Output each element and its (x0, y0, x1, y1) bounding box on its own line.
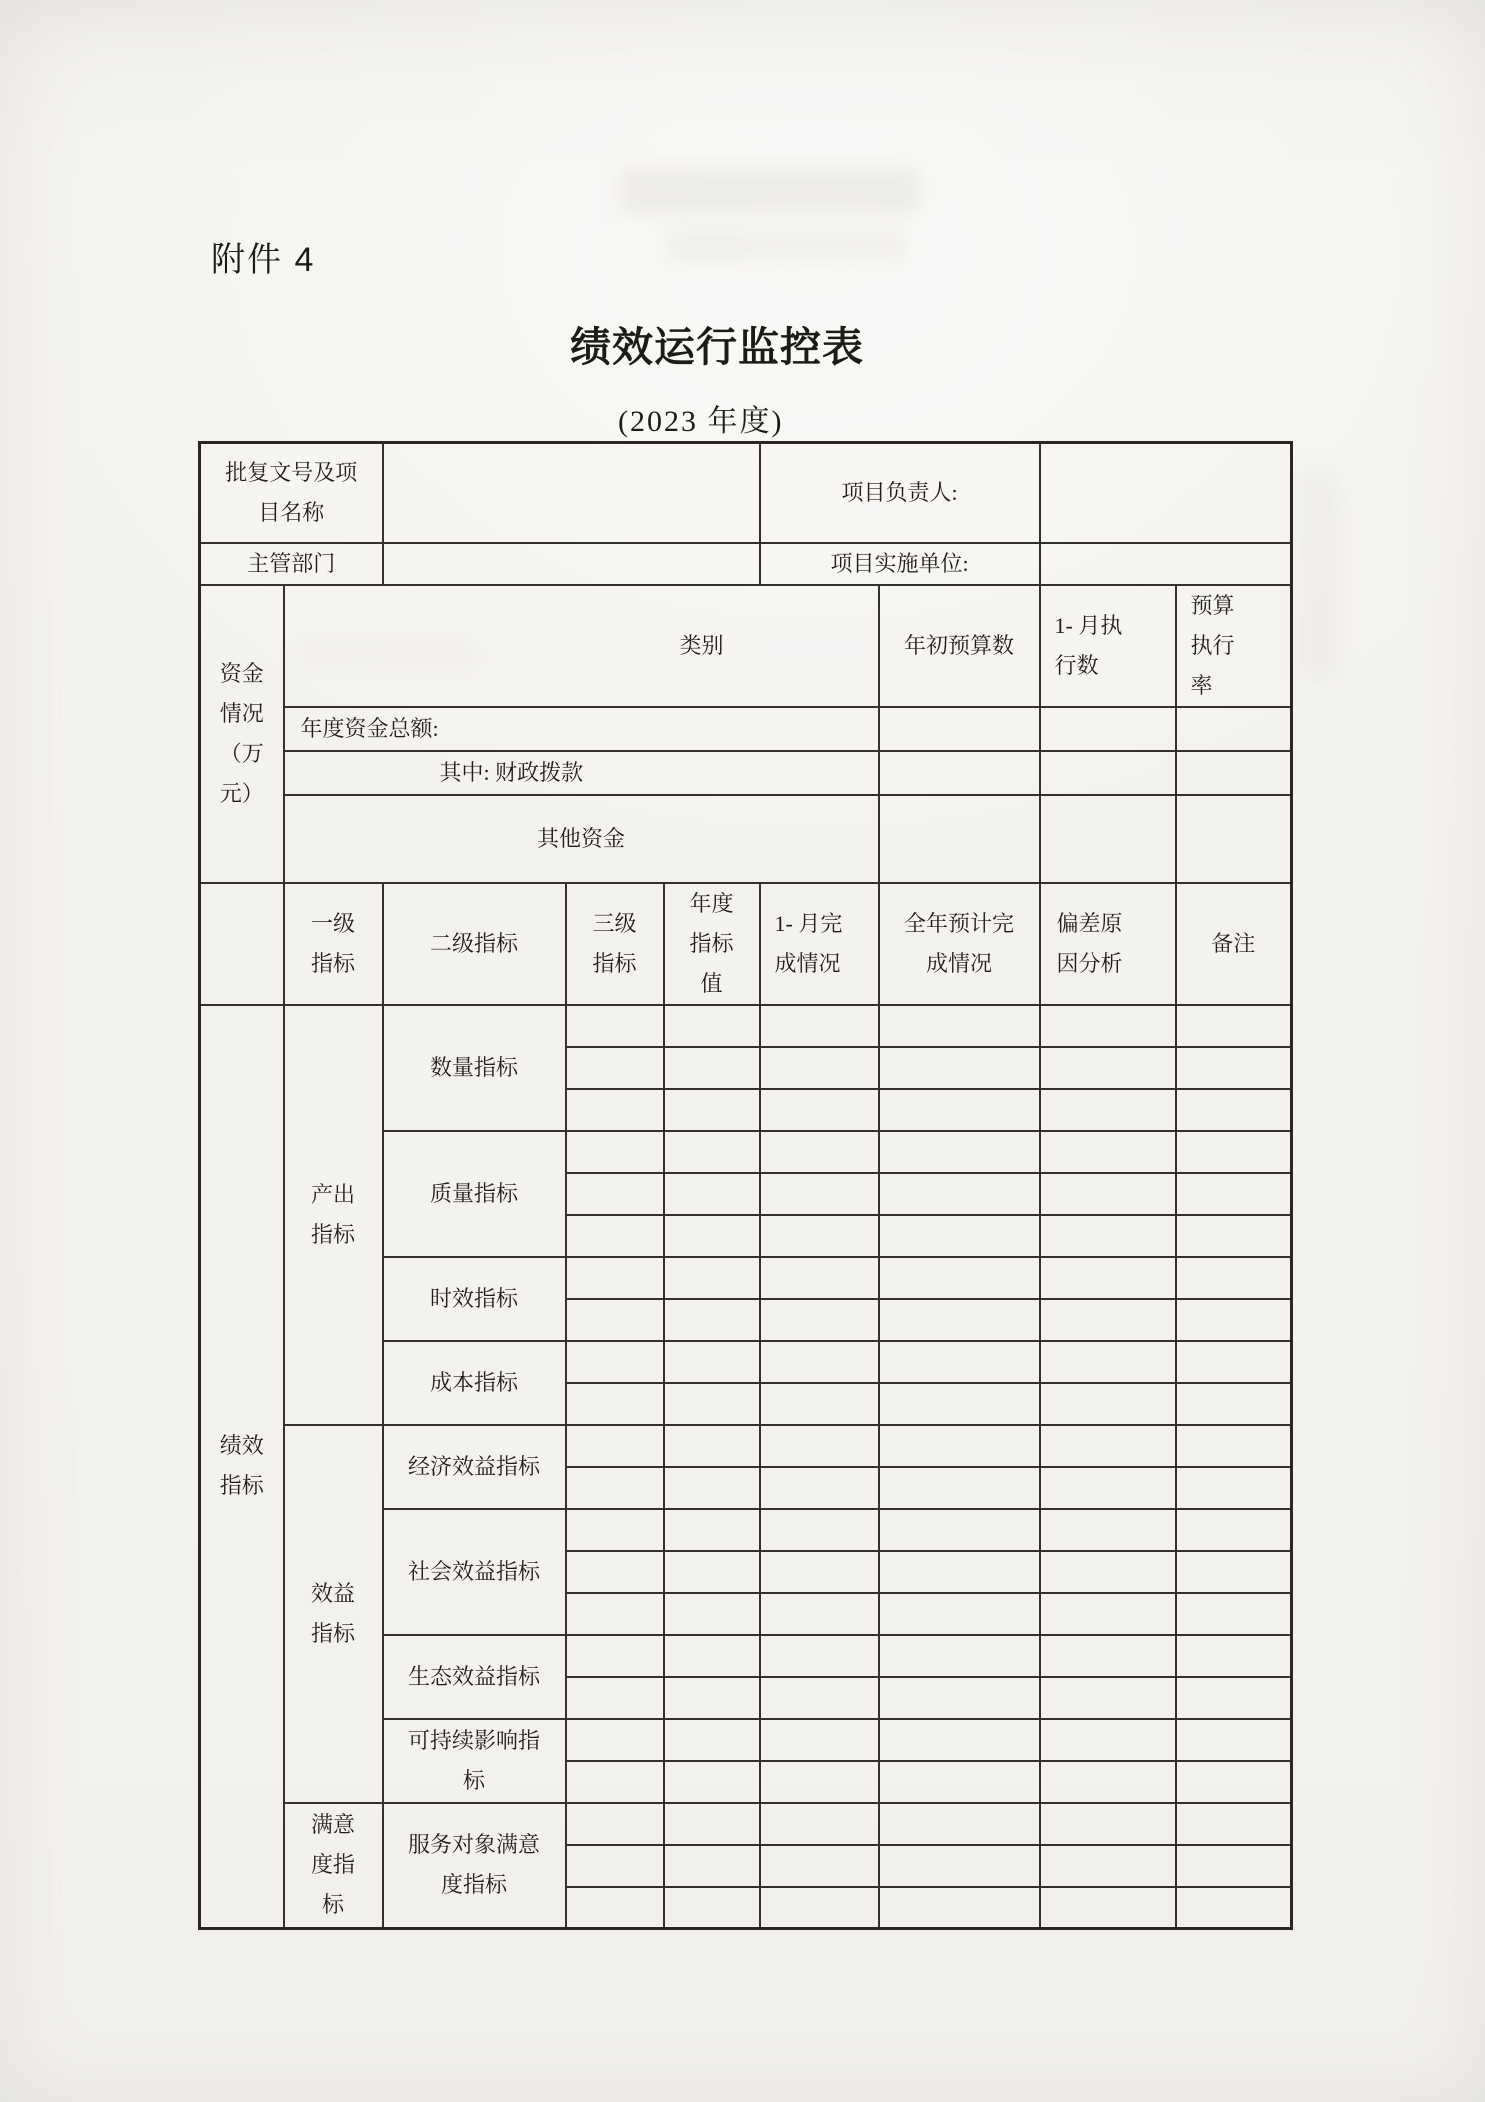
funding-total-rate-cell (1176, 707, 1292, 751)
grid-cell (1040, 1173, 1176, 1215)
grid-cell (664, 1719, 760, 1761)
grid-cell (1040, 1005, 1176, 1047)
grid-cell (1040, 1131, 1176, 1173)
funding-row-fiscal (200, 751, 1292, 795)
level2-ecological-label: 生态效益指标 (383, 1635, 566, 1719)
grid-cell (1040, 1425, 1176, 1467)
grid-cell (566, 1047, 664, 1089)
grid-cell (664, 1593, 760, 1635)
col-year-target: 年度指标值 (664, 883, 760, 1005)
indicator-row (200, 1425, 1292, 1467)
grid-cell (760, 1509, 879, 1551)
grid-cell (879, 1719, 1040, 1761)
grid-cell (664, 1509, 760, 1551)
grid-cell (566, 1509, 664, 1551)
scan-smudge (1296, 470, 1340, 680)
info-row-department (200, 543, 1292, 585)
col-year-forecast: 全年预计完成情况 (879, 883, 1040, 1005)
grid-cell (760, 1299, 879, 1341)
col-deviation-analysis: 偏差原因分析 (1040, 883, 1176, 1005)
grid-cell (760, 1341, 879, 1383)
grid-cell (760, 1257, 879, 1299)
approval-number-value-cell (383, 443, 760, 543)
document-subtitle: (2023 年度) (618, 405, 784, 438)
grid-cell (664, 1173, 760, 1215)
grid-cell (664, 1299, 760, 1341)
level2-social-label: 社会效益指标 (383, 1509, 566, 1635)
grid-cell (664, 1257, 760, 1299)
level2-timeliness-label: 时效指标 (383, 1257, 566, 1341)
grid-cell (1176, 1761, 1292, 1803)
grid-cell (566, 1005, 664, 1047)
grid-cell (760, 1215, 879, 1257)
grid-cell (1040, 1803, 1176, 1845)
grid-cell (1040, 1593, 1176, 1635)
grid-cell (566, 1803, 664, 1845)
approval-number-label-cell: 批复文号及项目名称 (200, 443, 383, 543)
funding-other-budget-cell (879, 795, 1040, 883)
grid-cell (879, 1089, 1040, 1131)
funding-other-execution-cell (1040, 795, 1176, 883)
project-manager-label-cell: 项目负责人: (760, 443, 1040, 543)
grid-cell (1176, 1257, 1292, 1299)
project-manager-value-cell (1040, 443, 1292, 543)
info-row-approval (200, 443, 1292, 543)
grid-cell (1040, 1551, 1176, 1593)
grid-cell (664, 1677, 760, 1719)
grid-cell (879, 1845, 1040, 1887)
grid-cell (1040, 1719, 1176, 1761)
grid-cell (760, 1047, 879, 1089)
ink-bleedthrough-mark (665, 228, 905, 262)
grid-cell (1176, 1005, 1292, 1047)
grid-cell (760, 1677, 879, 1719)
funding-total-execution-cell (1040, 707, 1176, 751)
grid-cell (760, 1383, 879, 1425)
grid-cell (1040, 1257, 1176, 1299)
grid-cell (879, 1593, 1040, 1635)
funding-total-budget-cell (879, 707, 1040, 751)
funding-section-label: 资金情况（万元） (200, 585, 284, 883)
grid-cell (879, 1005, 1040, 1047)
funding-header-row (200, 585, 1292, 707)
level1-output-label: 产出指标 (284, 1005, 383, 1425)
grid-cell (760, 1635, 879, 1677)
grid-cell (879, 1761, 1040, 1803)
grid-cell (566, 1257, 664, 1299)
grid-cell (760, 1005, 879, 1047)
col-month-completion: 1- 月完成情况 (760, 883, 879, 1005)
document-title: 绩效运行监控表 (570, 324, 864, 370)
grid-cell (664, 1005, 760, 1047)
grid-cell (566, 1425, 664, 1467)
grid-cell (566, 1383, 664, 1425)
grid-cell (566, 1719, 664, 1761)
funding-other-label: 其他资金 (284, 795, 879, 883)
funding-col-budget: 年初预算数 (879, 585, 1040, 707)
grid-cell (879, 1425, 1040, 1467)
grid-cell (1176, 1551, 1292, 1593)
grid-cell (760, 1593, 879, 1635)
grid-cell (1176, 1593, 1292, 1635)
grid-cell (1176, 1845, 1292, 1887)
grid-cell (760, 1425, 879, 1467)
grid-cell (566, 1131, 664, 1173)
grid-cell (566, 1761, 664, 1803)
grid-cell (879, 1635, 1040, 1677)
grid-cell (1176, 1173, 1292, 1215)
funding-fiscal-label: 其中: 财政拨款 (284, 751, 879, 795)
grid-cell (664, 1803, 760, 1845)
funding-row-total (200, 707, 1292, 751)
funding-fiscal-rate-cell (1176, 751, 1292, 795)
grid-cell (879, 1257, 1040, 1299)
grid-cell (566, 1173, 664, 1215)
grid-cell (566, 1215, 664, 1257)
grid-cell (664, 1761, 760, 1803)
grid-cell (879, 1803, 1040, 1845)
grid-cell (566, 1299, 664, 1341)
grid-cell (1176, 1887, 1292, 1929)
grid-cell (879, 1173, 1040, 1215)
grid-cell (664, 1383, 760, 1425)
grid-cell (664, 1047, 760, 1089)
grid-cell (1176, 1383, 1292, 1425)
level1-satisfaction-label: 满意度指标 (284, 1803, 383, 1929)
grid-cell (664, 1551, 760, 1593)
grid-cell (1176, 1131, 1292, 1173)
grid-cell (664, 1635, 760, 1677)
grid-cell (664, 1887, 760, 1929)
grid-cell (760, 1131, 879, 1173)
col-note: 备注 (1176, 883, 1292, 1005)
grid-cell (1040, 1887, 1176, 1929)
department-label-cell: 主管部门 (200, 543, 383, 585)
col-level1-indicator: 一级指标 (284, 883, 383, 1005)
grid-cell (879, 1887, 1040, 1929)
grid-cell (879, 1131, 1040, 1173)
department-value-cell (383, 543, 760, 585)
grid-cell (879, 1551, 1040, 1593)
grid-cell (1040, 1341, 1176, 1383)
grid-cell (566, 1887, 664, 1929)
grid-cell (1040, 1467, 1176, 1509)
grid-cell (664, 1845, 760, 1887)
grid-cell (566, 1677, 664, 1719)
indicator-row (200, 1005, 1292, 1047)
grid-cell (1176, 1635, 1292, 1677)
grid-cell (1040, 1677, 1176, 1719)
grid-cell (566, 1593, 664, 1635)
grid-cell (664, 1089, 760, 1131)
grid-cell (760, 1173, 879, 1215)
grid-cell (664, 1425, 760, 1467)
indicator-header-spacer-cell (200, 883, 284, 1005)
grid-cell (1176, 1467, 1292, 1509)
grid-cell (879, 1341, 1040, 1383)
level2-service-satisfaction-label: 服务对象满意度指标 (383, 1803, 566, 1929)
grid-cell (760, 1887, 879, 1929)
grid-cell (760, 1845, 879, 1887)
grid-cell (879, 1383, 1040, 1425)
level2-sustainable-label: 可持续影响指标 (383, 1719, 566, 1803)
grid-cell (879, 1215, 1040, 1257)
grid-cell (566, 1551, 664, 1593)
grid-cell (760, 1803, 879, 1845)
grid-cell (1040, 1635, 1176, 1677)
grid-cell (879, 1299, 1040, 1341)
funding-col-execution: 1- 月执行数 (1040, 585, 1176, 707)
grid-cell (760, 1089, 879, 1131)
grid-cell (760, 1719, 879, 1761)
grid-cell (1040, 1047, 1176, 1089)
grid-cell (1176, 1047, 1292, 1089)
grid-cell (566, 1635, 664, 1677)
grid-cell (1176, 1509, 1292, 1551)
funding-total-label: 年度资金总额: (284, 707, 879, 751)
monitoring-form-table (198, 441, 1293, 1930)
grid-cell (879, 1047, 1040, 1089)
grid-cell (664, 1215, 760, 1257)
grid-cell (566, 1089, 664, 1131)
grid-cell (1176, 1677, 1292, 1719)
funding-row-other (200, 795, 1292, 883)
grid-cell (1040, 1215, 1176, 1257)
grid-cell (1176, 1803, 1292, 1845)
grid-cell (566, 1341, 664, 1383)
funding-fiscal-execution-cell (1040, 751, 1176, 795)
grid-cell (1176, 1299, 1292, 1341)
level2-quantity-label: 数量指标 (383, 1005, 566, 1131)
funding-col-category: 类别 (284, 585, 879, 707)
grid-cell (664, 1131, 760, 1173)
funding-fiscal-budget-cell (879, 751, 1040, 795)
grid-cell (1040, 1299, 1176, 1341)
col-level3-indicator: 三级指标 (566, 883, 664, 1005)
implementer-label-cell: 项目实施单位: (760, 543, 1040, 585)
grid-cell (1040, 1845, 1176, 1887)
grid-cell (1176, 1215, 1292, 1257)
grid-cell (566, 1845, 664, 1887)
performance-section-label: 绩效指标 (200, 1005, 284, 1929)
level2-quality-label: 质量指标 (383, 1131, 566, 1257)
level1-benefit-label: 效益指标 (284, 1425, 383, 1803)
attachment-label: 附件 4 (211, 241, 316, 279)
grid-cell (879, 1509, 1040, 1551)
funding-other-rate-cell (1176, 795, 1292, 883)
level2-cost-label: 成本指标 (383, 1341, 566, 1425)
grid-cell (760, 1761, 879, 1803)
indicator-row (200, 1803, 1292, 1845)
level2-economic-label: 经济效益指标 (383, 1425, 566, 1509)
grid-cell (1040, 1761, 1176, 1803)
grid-cell (1176, 1719, 1292, 1761)
grid-cell (566, 1467, 664, 1509)
grid-cell (760, 1467, 879, 1509)
ink-bleedthrough-mark (620, 168, 920, 214)
grid-cell (1040, 1383, 1176, 1425)
col-level2-indicator: 二级指标 (383, 883, 566, 1005)
grid-cell (664, 1341, 760, 1383)
funding-col-rate: 预算执行率 (1176, 585, 1292, 707)
grid-cell (1040, 1509, 1176, 1551)
grid-cell (1176, 1425, 1292, 1467)
grid-cell (1040, 1089, 1176, 1131)
grid-cell (879, 1467, 1040, 1509)
grid-cell (760, 1551, 879, 1593)
grid-cell (1176, 1341, 1292, 1383)
grid-cell (664, 1467, 760, 1509)
indicator-header-row (200, 883, 1292, 1005)
grid-cell (879, 1677, 1040, 1719)
grid-cell (1176, 1089, 1292, 1131)
implementer-value-cell (1040, 543, 1292, 585)
